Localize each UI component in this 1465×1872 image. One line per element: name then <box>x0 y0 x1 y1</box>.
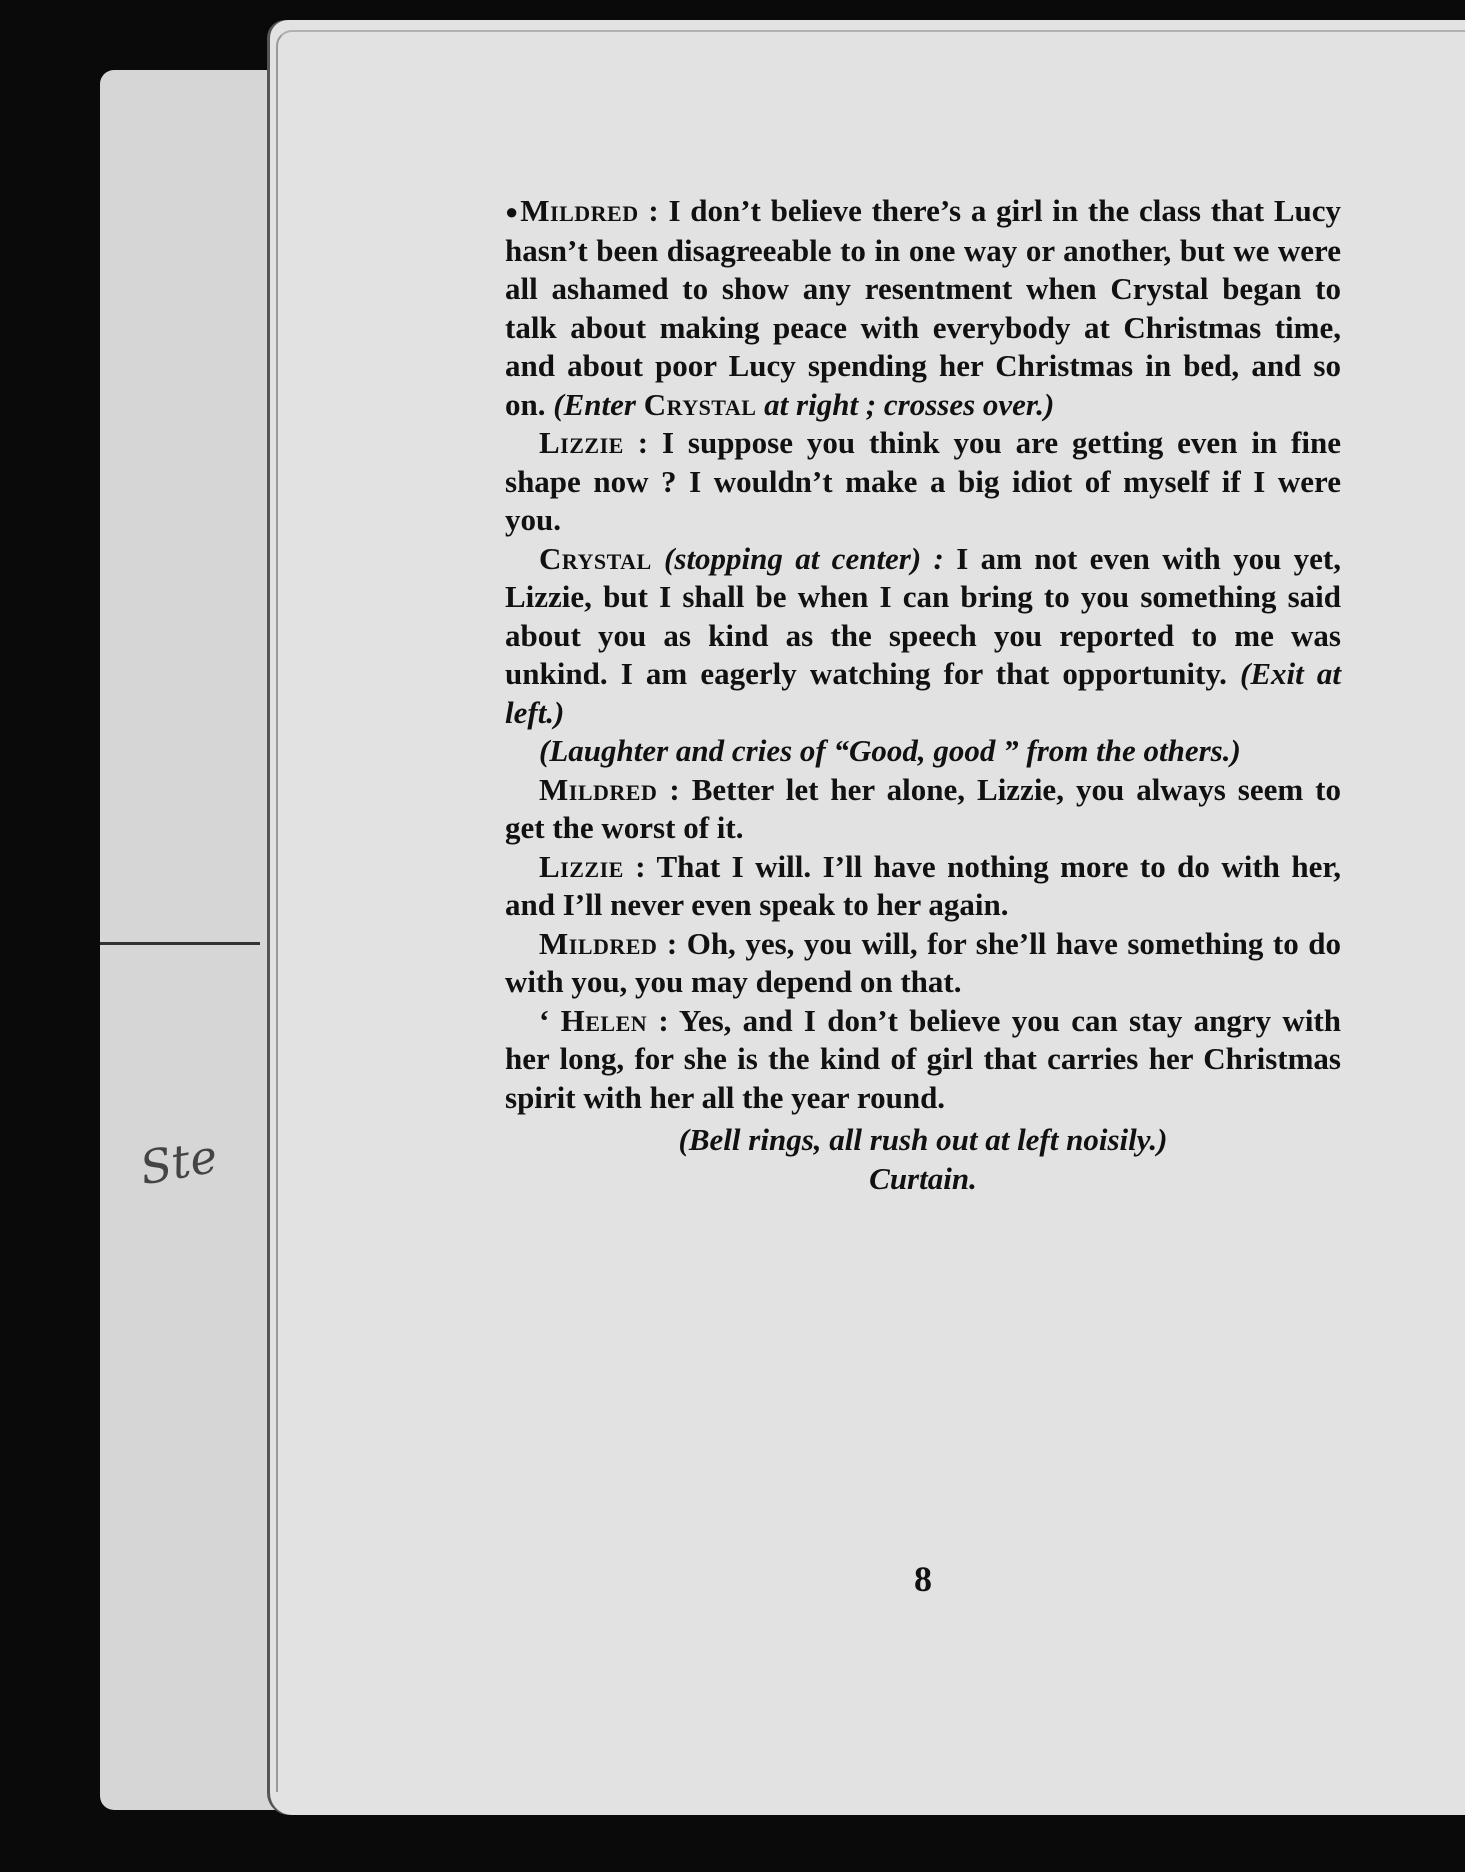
speech-text: That I will. I’ll have nothing more to do with her, and I’ll never even speak to her again. <box>505 848 1342 922</box>
closing-stage-direction: (Bell rings, all rush out at left noisily.) <box>678 1122 1168 1157</box>
speech-mildred-3 <box>505 925 1341 1002</box>
speech-mildred-2 <box>505 771 1341 848</box>
speech-lizzie-1 <box>505 424 1341 540</box>
play-text <box>505 192 1341 1198</box>
speaker-name: Mildred <box>520 193 639 228</box>
speech-text: I don’t believe there’s a girl in the class that Lucy hasn’t been disagreeable to in one way or another, but we were all ashamed to show any resentment when Crystal began to talk about making peace with everybody at Christmas time, and about poor Lucy spending her Christmas in bed, and so on. <box>505 193 1341 422</box>
speech-text: I suppose you think you are getting even in fine shape now ? I wouldn’t make a big idiot of myself if I were you. <box>505 425 1341 537</box>
speech-crystal <box>505 540 1341 733</box>
back-page-fold-line <box>100 942 260 945</box>
separator: : <box>638 193 669 228</box>
curtain-line: Curtain. <box>869 1160 977 1196</box>
speaker-name: Crystal <box>539 540 652 576</box>
speech-text: Better let her alone, Lizzie, you always seem to get the worst of it. <box>505 771 1341 845</box>
separator: : <box>657 925 687 961</box>
stage-direction-speaker: Crystal <box>643 386 757 422</box>
separator: : <box>623 425 662 460</box>
stage-direction: (Exit at left.) <box>505 656 1341 730</box>
margin-mark: ‘ <box>539 1002 561 1038</box>
stage-direction: at right ; crosses over.) <box>756 386 1055 422</box>
separator: : <box>623 848 657 884</box>
speaker-name: Helen <box>560 1002 648 1038</box>
speaker-name: Lizzie <box>539 425 624 460</box>
stage-direction: (stopping at center) : <box>651 540 957 576</box>
speech-mildred-1 <box>505 192 1341 424</box>
speech-helen <box>505 1002 1341 1118</box>
stage-direction: (Enter <box>553 386 644 422</box>
speech-text: Yes, and I don’t believe you can stay angry with her long, for she is the kind of girl that carries her Christmas spirit with her all the year round. <box>505 1002 1341 1115</box>
speaker-name: Lizzie <box>539 848 624 884</box>
stage-direction: (Laughter and cries of “Good, good ” from the others.) <box>539 733 1241 768</box>
speaker-name: Mildred <box>539 925 658 961</box>
stage-laughter <box>505 732 1341 771</box>
speech-text: Oh, yes, you will, for she’ll have something to do with you, you may depend on that. <box>505 925 1341 999</box>
speaker-name: Mildred <box>539 771 658 807</box>
separator: : <box>657 771 692 807</box>
speech-text: I am not even with you yet, Lizzie, but I shall be when I can bring to you something said about you as kind as the speech you reported to me was unkind. I am eagerly watching for that opportunity. <box>505 540 1341 691</box>
page-number: 8 <box>914 1559 932 1599</box>
speech-lizzie-2 <box>505 848 1341 925</box>
margin-handwriting: Ste <box>135 1128 222 1196</box>
bullet-mark: ● <box>505 199 521 224</box>
separator: : <box>647 1002 679 1038</box>
